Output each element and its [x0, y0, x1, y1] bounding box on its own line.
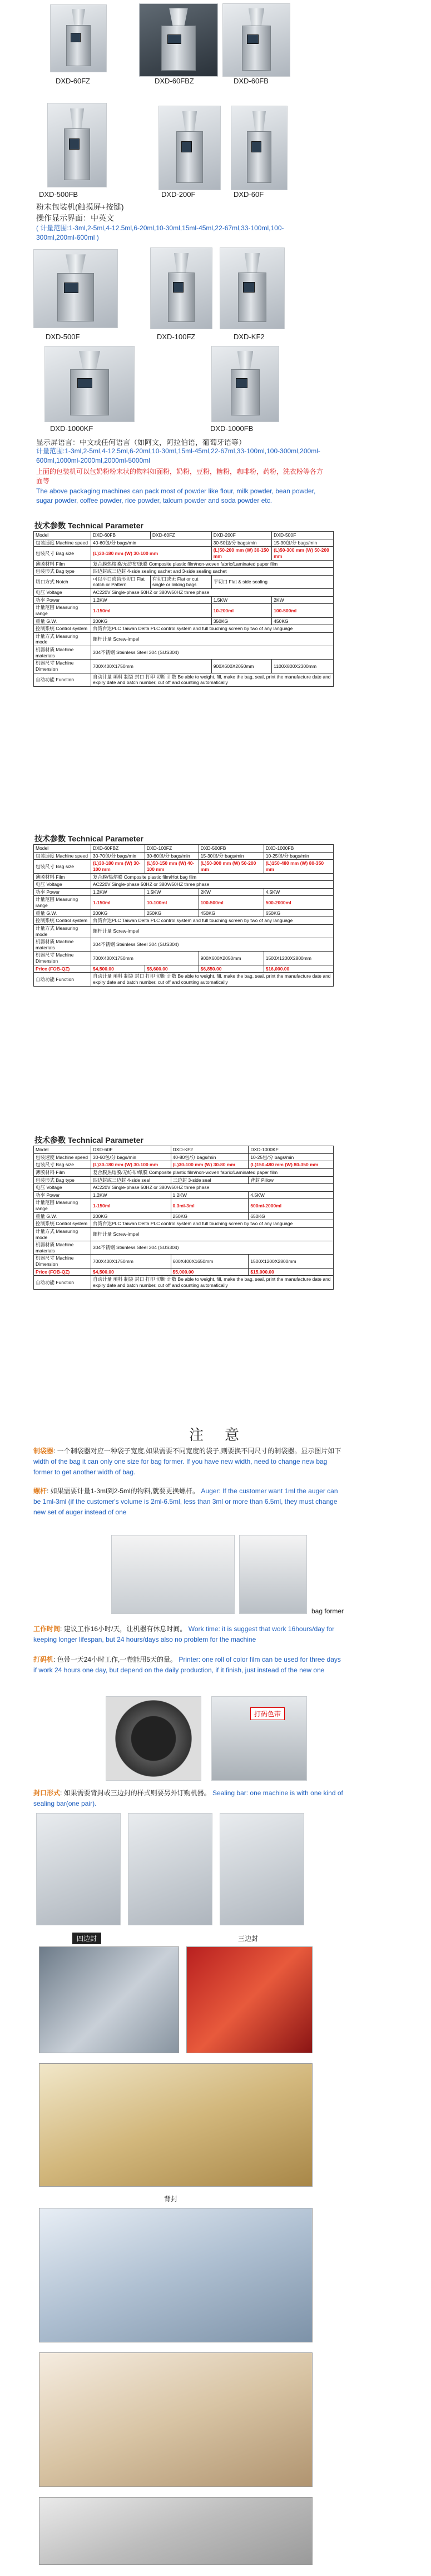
notes-title: 注 意	[189, 1426, 243, 1443]
note-cn: 如果需要背封或三边封的样式则要另外订购机器。	[63, 1789, 211, 1797]
spec-value-cell: 1.5KW	[145, 888, 199, 896]
spec-value-cell: 可以平口或齿形切口 Flat notch or Pattern	[91, 575, 151, 588]
spec-row	[34, 952, 334, 965]
spec-value-cell: 复合膜热熔膜/无纺布/纸膜 Composite plastic film/non-woven fabric/Laminated paper film	[91, 1168, 334, 1176]
sample-bag-image	[39, 2497, 313, 2565]
note-cn: 建议工作16小时/天，让机器有休息时间。	[63, 1625, 187, 1633]
spec-label-cell: 功率 Power	[34, 1191, 91, 1199]
spec-value-cell: 250KG	[171, 1212, 249, 1220]
spec-value-cell: 台湾台达PLC Taiwan Delta PLC control system and full touching screen by two of any language	[91, 625, 334, 633]
spec-value-cell: 700X400X1750mm	[91, 660, 212, 673]
bag-former-label: bag former	[311, 1607, 344, 1615]
printer-label: 打码色带	[250, 1707, 285, 1720]
spec-value-cell: AC220V Single-phase 50HZ or 380V/50HZ three phase	[91, 589, 334, 597]
spec-label-cell: 包装尺寸 Bag size	[34, 547, 91, 560]
spec-row	[34, 909, 334, 917]
spec-value-cell: (L)50-300 mm (W) 50-200 mm	[272, 547, 334, 560]
spec-label-cell: 计量方式 Measuring mode	[34, 632, 91, 646]
spec-value-cell: 有切口或无 Flat or cut single or linking bags	[150, 575, 211, 588]
spec-row	[34, 917, 334, 925]
spec-value-cell: 350KG	[211, 617, 271, 625]
spec-label-cell: 包装速度 Machine speed	[34, 852, 91, 860]
spec-value-cell: (L)30-180 mm (W) 30-100 mm	[91, 1161, 171, 1169]
spec-value-cell: $15,000.00	[249, 1268, 334, 1276]
spec-model-cell: DXD-500F	[272, 532, 334, 539]
spec-value-cell: 200KG	[91, 909, 145, 917]
spec-label-cell: 计量范围 Measuring range	[34, 896, 91, 909]
spec-row	[34, 617, 334, 625]
spec-value-cell: 0.3ml-3ml	[171, 1199, 249, 1212]
spec-row	[34, 547, 334, 560]
note-en: Auger: If the customer want 1ml the auger can be 1ml-3ml (if the customer's volume is 2ml-6.5ml, less than 3ml or more than 6.5ml, they must change new set of auger instead of one	[33, 1487, 338, 1516]
spec-row	[34, 1276, 334, 1289]
spec-row	[34, 660, 334, 673]
spec-value-cell: 1500X1200X2800mm	[264, 952, 333, 965]
spec-row	[34, 1212, 334, 1220]
spec-label-cell: 机器材质 Machine materials	[34, 646, 91, 660]
spec-value-cell: 500ml-2000ml	[249, 1199, 334, 1212]
spec-value-cell: $16,000.00	[264, 965, 333, 973]
spec-value-cell: $5,600.00	[145, 965, 199, 973]
machine-photo	[211, 346, 279, 422]
spec-value-cell: 10-25包/分 bags/min	[264, 852, 333, 860]
spec-row	[34, 965, 334, 973]
intro-language: 操作显示界面：中英文	[36, 214, 114, 222]
spec-value-cell: (L)30-180 mm (W) 30-100 mm	[91, 547, 212, 560]
spec-label-cell: 机器材质 Machine materials	[34, 1241, 91, 1255]
spec-value-cell: 1-150ml	[91, 604, 212, 617]
spec-label-cell: 重量 G.W.	[34, 909, 91, 917]
spec-value-cell: 1-150ml	[91, 896, 145, 909]
spec-row	[34, 560, 334, 568]
model-caption: DXD-200F	[161, 190, 196, 199]
spec-label-cell: 电压 Voltage	[34, 881, 91, 889]
spec-label-cell: Model	[34, 1146, 91, 1154]
sample-bag-image	[39, 1946, 179, 2053]
spec-label-cell: 包装形式 Bag type	[34, 1176, 91, 1184]
spec-row	[34, 1168, 334, 1176]
machine-photo	[231, 106, 288, 190]
spec-value-cell: (L)30-180 mm (W) 30-100 mm	[91, 860, 145, 873]
tech-title: 技术参数 Technical Parameter	[34, 834, 143, 843]
spec-row	[34, 1255, 334, 1268]
spec-row	[34, 1241, 334, 1255]
spec-label-cell: 机器尺寸 Machine Dimension	[34, 1255, 91, 1268]
intro2-language: 显示屏语言：中文或任何语言（如阿文，阿拉伯语，葡萄牙语等）	[36, 438, 246, 447]
printer-ribbon-photo	[106, 1696, 201, 1781]
spec-value-cell: 复合膜/热熔膜 Composite plastic film/Hot bag film	[91, 873, 334, 881]
spec-value-cell: (L)30-100 mm (W) 30-80 mm	[171, 1161, 249, 1169]
spec-value-cell: 2KW	[272, 596, 334, 604]
spec-label-cell: Price (FOB-QZ)	[34, 1268, 91, 1276]
spec-label-cell: Price (FOB-QZ)	[34, 965, 91, 973]
note-bag-former: 制袋器: 一个制袋器对应一种袋子宽度,如果需要不同宽度的袋子,则要换不同尺寸的制袋器。显示图片如下 width of the bag it can only one size for bag former. If you have new width, need to change new bag former to get another width of bag.	[33, 1447, 341, 1476]
intro-range: ( 计量范围:1-3ml,2-5ml,4-12.5ml,6-20ml,10-30ml,15ml-45ml,22-67ml,33-100ml,100-300ml,200ml-600ml )	[36, 224, 284, 241]
spec-value-cell: (L)150-480 mm (W) 80-350 mm	[264, 860, 333, 873]
spec-value-cell: 10-100ml	[145, 896, 199, 909]
spec-label-cell: 电压 Voltage	[34, 589, 91, 597]
spec-label-cell: 包装形式 Bag type	[34, 568, 91, 576]
spec-value-cell: 台湾台达PLC Taiwan Delta PLC control system and full touching screen by two of any language	[91, 917, 334, 925]
spec-value-cell: 30-70包/分 bags/min	[91, 852, 145, 860]
spec-label-cell: 机器材质 Machine materials	[34, 938, 91, 952]
spec-row	[34, 1184, 334, 1192]
spec-value-cell: 1.2KW	[91, 1191, 171, 1199]
spec-value-cell: 40-60包/分 bags/min	[91, 539, 212, 547]
spec-label-cell: 薄膜材料 Film	[34, 873, 91, 881]
spec-row	[34, 625, 334, 633]
model-caption: DXD-KF2	[234, 333, 265, 341]
auger-photo	[111, 1535, 235, 1614]
spec-value-cell: 650KG	[264, 909, 333, 917]
spec-value-cell: 螺杆计量 Screw-impel	[91, 924, 334, 938]
note-cn: 如果需要计量1-3ml到2-5ml的物料,就要更换螺杆。	[50, 1487, 200, 1495]
note-cn: 色带一天24小时工作,一卷能用5天的量。	[57, 1656, 177, 1663]
spec-value-cell: 三边封 3-side seal	[171, 1176, 249, 1184]
spec-row	[34, 539, 334, 547]
model-caption: DXD-60F	[234, 190, 264, 199]
tech-title: 技术参数 Technical Parameter	[34, 521, 143, 530]
model-caption: DXD-100FZ	[157, 333, 196, 341]
spec-label-cell: 功率 Power	[34, 596, 91, 604]
note-en: Sealing bar: one machine is with one kind of sealing bar(one pair).	[33, 1789, 343, 1807]
spec-value-cell: $4,500.00	[91, 1268, 171, 1276]
spec-label-cell: 计量方式 Measuring mode	[34, 924, 91, 938]
spec-value-cell: 1.2KW	[91, 596, 212, 604]
spec-value-cell: 1.5KW	[211, 596, 271, 604]
spec-row	[34, 568, 334, 576]
spec-row	[34, 973, 334, 986]
spec-label-cell: 包装速度 Machine speed	[34, 1153, 91, 1161]
spec-value-cell: 500-2000ml	[264, 896, 333, 909]
machine-photo	[47, 103, 107, 187]
spec-row	[34, 938, 334, 952]
spec-value-cell: 自动计量 填料 制袋 封口 打印 切断 计数 Be able to weight, fill, make the bag, seal, print the manufacture date and expiry date and batch number, cut off and counting automatically	[91, 973, 334, 986]
spec-value-cell: 1.2KW	[91, 888, 145, 896]
model-caption: DXD-1000KF	[50, 424, 93, 433]
spec-label-cell: 计量范围 Measuring range	[34, 604, 91, 617]
spec-label-cell: 控制系统 Control system	[34, 917, 91, 925]
spec-row	[34, 1268, 334, 1276]
spec-value-cell: AC220V Single-phase 50HZ or 380V/50HZ three phase	[91, 1184, 334, 1192]
spec-value-cell: 自动计量 填料 制袋 封口 打印 切断 计数 Be able to weight, fill, make the bag, seal, print the manufacture date and expiry date and batch number, cut off and counting automatically	[91, 1276, 334, 1289]
spec-label-cell: 功率 Power	[34, 888, 91, 896]
spec-label-cell: 重量 G.W.	[34, 1212, 91, 1220]
model-caption: DXD-60FBZ	[155, 77, 194, 85]
spec-label-cell: 计量方式 Measuring mode	[34, 1227, 91, 1241]
spec-model-cell: DXD-60FBZ	[91, 845, 145, 853]
spec-label-cell: 薄膜材料 Film	[34, 560, 91, 568]
spec-value-cell: $6,850.00	[199, 965, 264, 973]
spec-value-cell: AC220V Single-phase 50HZ or 380V/50HZ three phase	[91, 881, 334, 889]
spec-value-cell: 450KG	[199, 909, 264, 917]
spec-value-cell: 30-60包/分 bags/min	[145, 852, 199, 860]
spec-row	[34, 1220, 334, 1228]
spec-row	[34, 1227, 334, 1241]
spec-row	[34, 632, 334, 646]
spec-model-cell: DXD-500FB	[199, 845, 264, 853]
spec-label-cell: 自动功能 Function	[34, 973, 91, 986]
spec-value-cell: 4.5KW	[264, 888, 333, 896]
spec-value-cell: 700X400X1750mm	[91, 1255, 171, 1268]
spec-label-cell: Model	[34, 845, 91, 853]
spec-value-cell: 四边封或三边封 4-side sealing sachet and 3-side sealing sachet	[91, 568, 334, 576]
spec-value-cell: 15-30包/分 bags/min	[272, 539, 334, 547]
spec-row	[34, 1161, 334, 1169]
intro2-range: 计量范围:1-3ml,2-5ml,4-12.5ml,6-20ml,10-30ml,15ml-45ml,22-67ml,33-100ml,100-300ml,200ml-600ml,1000ml-2000ml,2000ml-5000ml	[36, 447, 320, 464]
spec-model-cell: DXD-200F	[211, 532, 271, 539]
seal-4side-label: 四边封	[72, 1933, 101, 1944]
spec-value-cell: 螺杆计量 Screw-impel	[91, 632, 334, 646]
spec-value-cell: 200KG	[91, 617, 212, 625]
note-cn: 一个制袋器对应一种袋子宽度,如果需要不同宽度的袋子,则要换不同尺寸的制袋器。显示图片如下	[57, 1447, 341, 1455]
spec-value-cell: 250KG	[145, 909, 199, 917]
spec-model-cell: DXD-60FB	[91, 532, 151, 539]
spec-row	[34, 852, 334, 860]
machine-photo	[33, 249, 118, 328]
spec-value-cell: 1.2KW	[171, 1191, 249, 1199]
spec-value-cell: 15-30包/分 bags/min	[199, 852, 264, 860]
spec-table	[33, 1146, 334, 1290]
spec-value-cell: 10-25包/分 bags/min	[249, 1153, 334, 1161]
spec-value-cell: 700X400X1750mm	[91, 952, 199, 965]
spec-row	[34, 888, 334, 896]
machine-photo	[44, 346, 135, 422]
spec-value-cell: 900X600X2050mm	[211, 660, 271, 673]
spec-value-cell: 450KG	[272, 617, 334, 625]
spec-value-cell: 复合膜热熔膜/无纺布/纸膜 Composite plastic film/non-woven fabric/Laminated paper film	[91, 560, 334, 568]
spec-row	[34, 1199, 334, 1212]
note-label: 螺杆	[33, 1487, 47, 1495]
spec-row	[34, 589, 334, 597]
note-work-time: 工作时间: 建议工作16小时/天，让机器有休息时间。 Work time: it is suggest that work 16hours/day for keeping longer lifespan, but 24 hours/days also no problem for the machine	[33, 1625, 335, 1643]
spec-value-cell: 100-500ml	[199, 896, 264, 909]
spec-model-cell: DXD-60FZ	[150, 532, 211, 539]
sealing-bar-photo	[128, 1813, 212, 1925]
machine-photo	[139, 3, 218, 77]
model-caption: DXD-500FB	[39, 190, 78, 199]
spec-label-cell: 机器尺寸 Machine Dimension	[34, 660, 91, 673]
spec-model-cell: DXD-1000KF	[249, 1146, 334, 1154]
sample-bag-image	[39, 2352, 313, 2487]
spec-value-cell: 600X400X1650mm	[171, 1255, 249, 1268]
model-caption: DXD-60FB	[234, 77, 269, 85]
machine-photo	[220, 247, 285, 329]
spec-value-cell: 平切口 Flat & side sealing	[211, 575, 333, 588]
sample-bag-image	[186, 1946, 313, 2053]
machine-photo	[158, 106, 221, 190]
spec-value-cell: 1-150ml	[91, 1199, 171, 1212]
spec-label-cell: 控制系统 Control system	[34, 625, 91, 633]
spec-value-cell: 2KW	[199, 888, 264, 896]
note-printer: 打码机: 色带一天24小时工作,一卷能用5天的量。 Printer: one roll of color film can be used for three days if work 24 hours one day, but depend on the daily production, if it finish, just instead of the new one	[33, 1656, 341, 1674]
spec-label-cell: 控制系统 Control system	[34, 1220, 91, 1228]
spec-label-cell: 包装尺寸 Bag size	[34, 1161, 91, 1169]
seal-back-label: 背封	[164, 2195, 178, 2203]
spec-row	[34, 860, 334, 873]
spec-value-cell: 4.5KW	[249, 1191, 334, 1199]
note-label: 打码机	[33, 1656, 54, 1663]
spec-label-cell: 计量范围 Measuring range	[34, 1199, 91, 1212]
tech-title: 技术参数 Technical Parameter	[34, 1136, 143, 1145]
sample-bag-image	[39, 2063, 313, 2187]
sample-bag-image	[39, 2208, 313, 2342]
spec-row	[34, 596, 334, 604]
spec-label-cell: 电压 Voltage	[34, 1184, 91, 1192]
spec-label-cell: 薄膜材料 Film	[34, 1168, 91, 1176]
spec-row	[34, 896, 334, 909]
spec-value-cell: 台湾台达PLC Taiwan Delta PLC control system and full touching screen by two of any language	[91, 1220, 334, 1228]
spec-label-cell: 包装尺寸 Bag size	[34, 860, 91, 873]
spec-value-cell: 30-50包/分 bags/min	[211, 539, 271, 547]
note-en: width of the bag it can only one size for bag former. If you have new width, need to change new bag former to get another width of bag.	[33, 1458, 328, 1476]
spec-row	[34, 604, 334, 617]
bag-former-photo	[239, 1535, 307, 1614]
spec-value-cell: 1100X800X2300mm	[272, 660, 334, 673]
note-en: Work time: it is suggest that work 16hours/day for keeping longer lifespan, but 24 hours/days also no problem for the machine	[33, 1625, 335, 1643]
machine-photo	[222, 3, 290, 77]
machine-photo	[50, 4, 107, 72]
spec-value-cell: (L)50-150 mm (W) 40-100 mm	[145, 860, 199, 873]
spec-value-cell: 304不锈钢 Stainless Steel 304 (SUS304)	[91, 938, 334, 952]
note-label: 封口形式	[33, 1789, 61, 1797]
spec-value-cell: $4,500.00	[91, 965, 145, 973]
spec-value-cell: 10-200ml	[211, 604, 271, 617]
spec-label-cell: 自动功能 Function	[34, 1276, 91, 1289]
spec-row	[34, 1176, 334, 1184]
sealing-bar-photo	[36, 1813, 121, 1925]
spec-value-cell: 螺杆计量 Screw-impel	[91, 1227, 334, 1241]
note-en: Printer: one roll of color film can be used for three days if work 24 hours one day, but depend on the daily production, if it finish, just instead of the new one	[33, 1656, 341, 1674]
spec-value-cell: 650KG	[249, 1212, 334, 1220]
spec-value-cell: 1500X1200X2800mm	[249, 1255, 334, 1268]
spec-value-cell: $5,000.00	[171, 1268, 249, 1276]
intro2-desc-cn: 上面的包装机可以包奶粉粉末状的物料如面粉，奶粉，豆粉，糖粉，咖啡粉，药粉，洗衣粉等各方面等	[36, 468, 324, 485]
spec-value-cell: (L)50-300 mm (W) 50-200 mm	[199, 860, 264, 873]
spec-label-cell: 自动功能 Function	[34, 673, 91, 686]
spec-row	[34, 924, 334, 938]
spec-value-cell: (L)50-200 mm (W) 30-150 mm	[211, 547, 271, 560]
spec-table	[33, 844, 334, 987]
spec-value-cell: 304不锈钢 Stainless Steel 304 (SUS304)	[91, 646, 334, 660]
spec-model-cell: DXD-100FZ	[145, 845, 199, 853]
spec-value-cell: 900X600X2050mm	[199, 952, 264, 965]
spec-label-cell: 包装速度 Machine speed	[34, 539, 91, 547]
spec-model-cell: DXD-KF2	[171, 1146, 249, 1154]
note-sealing: 封口形式: 如果需要背封或三边封的样式则要另外订购机器。 Sealing bar: one machine is with one kind of sealing bar(one pair).	[33, 1789, 343, 1807]
spec-row	[34, 873, 334, 881]
intro-title: 粉末包装机(触摸屏+按键)	[36, 202, 124, 211]
spec-value-cell: 304不锈钢 Stainless Steel 304 (SUS304)	[91, 1241, 334, 1255]
spec-row	[34, 1153, 334, 1161]
spec-model-cell: DXD-60F	[91, 1146, 171, 1154]
note-auger: 螺杆: 如果需要计量1-3ml到2-5ml的物料,就要更换螺杆。 Auger: If the customer want 1ml the auger can be 1ml-3ml (if the customer's volume is 2ml-6.5ml, less than 3ml or more than 6.5ml, they must change new set of auger instead of one	[33, 1487, 338, 1516]
spec-label-cell: 机器尺寸 Machine Dimension	[34, 952, 91, 965]
spec-label-cell: 切口方式 Notch	[34, 575, 91, 588]
spec-value-cell: (L)150-480 mm (W) 80-350 mm	[249, 1161, 334, 1169]
spec-row	[34, 575, 334, 588]
seal-3side-label: 三边封	[238, 1935, 259, 1943]
spec-label-cell: 重量 G.W.	[34, 617, 91, 625]
machine-photo	[150, 247, 212, 329]
spec-value-cell: 四边封或三边封 4-side seal	[91, 1176, 171, 1184]
spec-row	[34, 673, 334, 686]
spec-value-cell: 100-500ml	[272, 604, 334, 617]
spec-row	[34, 646, 334, 660]
spec-row	[34, 1191, 334, 1199]
spec-value-cell: 30-60包/分 bags/min	[91, 1153, 171, 1161]
spec-table	[33, 531, 334, 687]
spec-value-cell: 200KG	[91, 1212, 171, 1220]
sealing-bar-photo	[220, 1813, 304, 1925]
note-label: 工作时间	[33, 1625, 61, 1633]
spec-row	[34, 881, 334, 889]
spec-value-cell: 自动计量 填料 制袋 封口 打印 切断 计数 Be able to weight, fill, make the bag, seal, print the manufacture date and expiry date and batch number, cut off and counting automatically	[91, 673, 334, 686]
model-caption: DXD-60FZ	[56, 77, 91, 85]
model-caption: DXD-1000FB	[210, 424, 254, 433]
spec-value-cell: 40-80包/分 bags/min	[171, 1153, 249, 1161]
intro2-desc-en: The above packaging machines can pack most of powder like flour, milk powder, bean powder, sugar powder, coffee powder, rice powder, talcum powder and soda powder etc.	[36, 487, 316, 504]
spec-label-cell: Model	[34, 532, 91, 539]
note-label: 制袋器	[33, 1447, 54, 1455]
model-caption: DXD-500F	[46, 333, 80, 341]
spec-model-cell: DXD-1000FB	[264, 845, 333, 853]
spec-value-cell: 背封 Pillow	[249, 1176, 334, 1184]
